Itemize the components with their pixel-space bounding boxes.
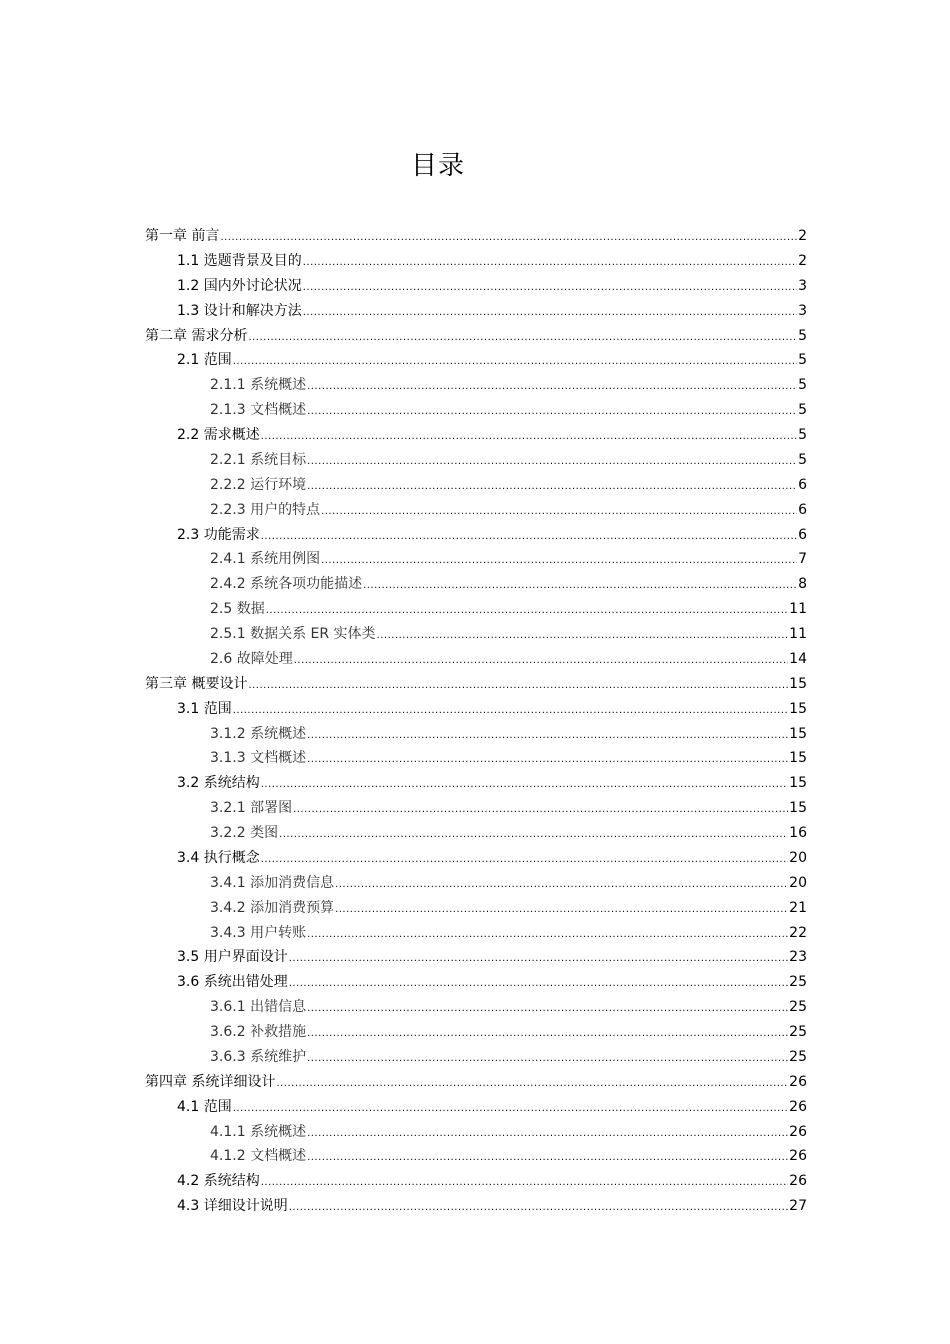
toc-page-number: 15 <box>789 775 807 792</box>
toc-entry-text: 2.2 需求概述 <box>177 427 260 443</box>
toc-entry-text: 3.1.3 文档概述 <box>210 750 307 767</box>
dot-leader <box>294 649 788 674</box>
toc-entry-text: 3.4.2 添加消费预算 <box>210 899 335 916</box>
dot-leader <box>261 848 788 873</box>
toc-page-number: 7 <box>798 551 807 568</box>
toc-entry-text: 4.1.1 系统概述 <box>210 1123 307 1140</box>
toc-page-number: 15 <box>789 700 807 717</box>
toc-entry-text: 3.1.2 系统概述 <box>210 725 307 742</box>
dot-leader <box>261 1171 788 1196</box>
toc-page-number: 8 <box>798 576 807 593</box>
dot-leader <box>279 823 788 848</box>
dot-leader <box>303 301 797 326</box>
table-of-contents <box>145 224 807 1219</box>
toc-page-number: 3 <box>798 277 807 294</box>
toc-entry-text: 3.6.2 补救措施 <box>210 1024 307 1040</box>
toc-entry-text: 3.2.1 部署图 <box>210 800 293 817</box>
toc-entry[interactable] <box>145 274 807 299</box>
toc-entry-text: 3.2.2 类图 <box>210 825 279 841</box>
toc-entry-text: 2.4.1 系统用例图 <box>210 551 321 568</box>
dot-leader <box>307 923 788 948</box>
dot-leader <box>293 798 788 823</box>
dot-leader <box>307 748 788 773</box>
dot-leader <box>307 375 797 400</box>
toc-entry[interactable] <box>145 821 807 846</box>
dot-leader <box>335 873 788 898</box>
toc-entry-text: 2.1 范围 <box>177 352 232 369</box>
toc-page-number: 26 <box>789 1173 807 1190</box>
dot-leader <box>307 1146 788 1171</box>
dot-leader <box>248 674 788 699</box>
toc-title: 目录 <box>410 151 465 182</box>
toc-entry-text: 3.6.1 出错信息 <box>210 999 307 1016</box>
toc-entry-text: 第三章 概要设计 <box>145 675 248 692</box>
dot-leader <box>307 724 788 749</box>
toc-page-number: 25 <box>789 999 807 1016</box>
toc-entry[interactable] <box>145 324 807 349</box>
toc-entry-text: 第四章 系统详细设计 <box>145 1073 276 1090</box>
dot-leader <box>307 1122 788 1147</box>
dot-leader <box>276 1072 788 1097</box>
dot-leader <box>261 425 797 450</box>
dot-leader <box>233 699 788 724</box>
toc-entry[interactable] <box>145 796 807 821</box>
toc-page-number: 6 <box>798 501 807 518</box>
toc-entry-text: 2.2.2 运行环境 <box>210 476 307 493</box>
toc-entry-text: 1.3 设计和解决方法 <box>177 302 302 319</box>
dot-leader <box>307 475 797 500</box>
toc-page-number: 25 <box>789 1024 807 1040</box>
toc-entry[interactable] <box>145 746 807 771</box>
toc-entry-text: 1.1 选题背景及目的 <box>177 252 302 269</box>
toc-entry[interactable] <box>145 249 807 274</box>
toc-page-number: 5 <box>798 427 807 443</box>
toc-entry-text: 2.1.3 文档概述 <box>210 402 307 419</box>
toc-entry-text: 3.4 执行概念 <box>177 849 260 866</box>
toc-page-number: 2 <box>798 252 807 269</box>
toc-entry[interactable] <box>145 448 807 473</box>
dot-leader <box>261 525 797 550</box>
toc-page-number: 22 <box>789 924 807 941</box>
toc-entry[interactable] <box>145 498 807 523</box>
dot-leader <box>289 947 788 972</box>
dot-leader <box>363 574 797 599</box>
toc-entry[interactable] <box>145 348 807 373</box>
toc-entry-text: 2.3 功能需求 <box>177 526 260 543</box>
toc-entry-text: 4.1 范围 <box>177 1098 232 1115</box>
toc-entry[interactable] <box>145 921 807 946</box>
dot-leader <box>261 773 788 798</box>
toc-entry[interactable] <box>145 1120 807 1145</box>
toc-entry[interactable] <box>145 299 807 324</box>
toc-entry[interactable] <box>145 995 807 1020</box>
dot-leader <box>303 276 797 301</box>
toc-entry[interactable] <box>145 1144 807 1169</box>
dot-leader <box>303 251 797 276</box>
toc-page-number: 15 <box>789 725 807 742</box>
toc-entry[interactable] <box>145 945 807 970</box>
toc-entry[interactable] <box>145 1045 807 1070</box>
toc-entry-text: 4.3 详细设计说明 <box>177 1198 288 1215</box>
dot-leader <box>266 599 788 624</box>
toc-page-number: 26 <box>789 1123 807 1140</box>
dot-leader <box>233 1097 788 1122</box>
toc-entry[interactable] <box>145 224 807 249</box>
toc-entry-text: 3.1 范围 <box>177 700 232 717</box>
toc-entry-text: 2.2.1 系统目标 <box>210 451 307 468</box>
toc-page-number: 25 <box>789 1048 807 1065</box>
toc-entry[interactable] <box>145 523 807 548</box>
toc-page-number: 27 <box>789 1198 807 1215</box>
toc-entry-text: 1.2 国内外讨论状况 <box>177 277 302 294</box>
toc-page-number: 15 <box>789 800 807 817</box>
dot-leader <box>321 500 797 525</box>
toc-page-number: 5 <box>798 402 807 419</box>
toc-entry[interactable] <box>145 846 807 871</box>
toc-entry-text: 2.6 故障处理 <box>210 650 293 667</box>
toc-page-number: 5 <box>798 377 807 394</box>
toc-entry[interactable] <box>145 597 807 622</box>
toc-entry[interactable] <box>145 672 807 697</box>
toc-page-number: 25 <box>789 974 807 991</box>
dot-leader <box>289 972 788 997</box>
toc-entry-text: 3.4.3 用户转账 <box>210 924 307 941</box>
toc-page-number: 11 <box>789 601 807 618</box>
toc-entry-text: 2.4.2 系统各项功能描述 <box>210 576 363 593</box>
toc-entry[interactable] <box>145 970 807 995</box>
toc-page-number: 26 <box>789 1098 807 1115</box>
toc-page-number: 16 <box>789 825 807 841</box>
toc-page-number: 23 <box>789 949 807 966</box>
toc-page-number: 6 <box>798 476 807 493</box>
toc-page-number: 20 <box>789 874 807 891</box>
toc-page-number: 5 <box>798 352 807 369</box>
toc-entry[interactable] <box>145 572 807 597</box>
toc-page-number: 14 <box>789 650 807 667</box>
dot-leader <box>307 400 797 425</box>
toc-entry-text: 2.1.1 系统概述 <box>210 377 307 394</box>
toc-entry-text: 第二章 需求分析 <box>145 327 248 344</box>
toc-entry[interactable] <box>145 771 807 796</box>
toc-entry-text: 3.6.3 系统维护 <box>210 1048 307 1065</box>
toc-entry[interactable] <box>145 871 807 896</box>
toc-entry-text: 第一章 前言 <box>145 228 220 244</box>
toc-entry[interactable] <box>145 622 807 647</box>
toc-entry[interactable] <box>145 1095 807 1120</box>
toc-entry-text: 2.2.3 用户的特点 <box>210 501 321 518</box>
toc-entry-text: 3.6 系统出错处理 <box>177 974 288 991</box>
dot-leader <box>289 1196 788 1221</box>
toc-page-number: 26 <box>789 1148 807 1165</box>
toc-entry[interactable] <box>145 398 807 423</box>
toc-entry[interactable] <box>145 1194 807 1219</box>
toc-entry[interactable] <box>145 697 807 722</box>
dot-leader <box>377 624 789 649</box>
toc-entry[interactable] <box>145 473 807 498</box>
toc-entry-text: 3.2 系统结构 <box>177 775 260 792</box>
toc-entry[interactable] <box>145 423 807 448</box>
toc-page-number: 3 <box>798 302 807 319</box>
toc-page-number: 6 <box>798 526 807 543</box>
dot-leader <box>307 1047 788 1072</box>
toc-page-number: 5 <box>798 327 807 344</box>
dot-leader <box>321 549 797 574</box>
dot-leader <box>248 326 797 351</box>
toc-page-number: 5 <box>798 451 807 468</box>
dot-leader <box>233 350 797 375</box>
toc-page-number: 20 <box>789 849 807 866</box>
toc-entry-text: 3.5 用户界面设计 <box>177 949 288 966</box>
toc-entry-text: 4.1.2 文档概述 <box>210 1148 307 1165</box>
toc-entry[interactable] <box>145 1169 807 1194</box>
toc-entry[interactable] <box>145 1070 807 1095</box>
toc-entry[interactable] <box>145 547 807 572</box>
toc-page-number: 2 <box>798 228 807 244</box>
toc-entry[interactable] <box>145 1020 807 1045</box>
toc-page-number: 21 <box>789 899 807 916</box>
toc-entry-text: 4.2 系统结构 <box>177 1173 260 1190</box>
dot-leader <box>307 997 788 1022</box>
toc-page-number: 15 <box>789 750 807 767</box>
toc-page-number: 11 <box>789 626 807 642</box>
toc-entry[interactable] <box>145 896 807 921</box>
toc-entry-text: 3.4.1 添加消费信息 <box>210 874 335 891</box>
toc-entry[interactable] <box>145 647 807 672</box>
toc-page-number: 26 <box>789 1073 807 1090</box>
toc-entry-text: 2.5 数据 <box>210 601 265 618</box>
dot-leader <box>335 898 788 923</box>
dot-leader <box>307 1022 788 1047</box>
toc-page-number: 15 <box>789 675 807 692</box>
toc-entry-text: 2.5.1 数据关系 ER 实体类 <box>210 626 376 642</box>
toc-entry[interactable] <box>145 373 807 398</box>
toc-entry[interactable] <box>145 722 807 747</box>
dot-leader <box>220 226 797 251</box>
dot-leader <box>307 450 797 475</box>
